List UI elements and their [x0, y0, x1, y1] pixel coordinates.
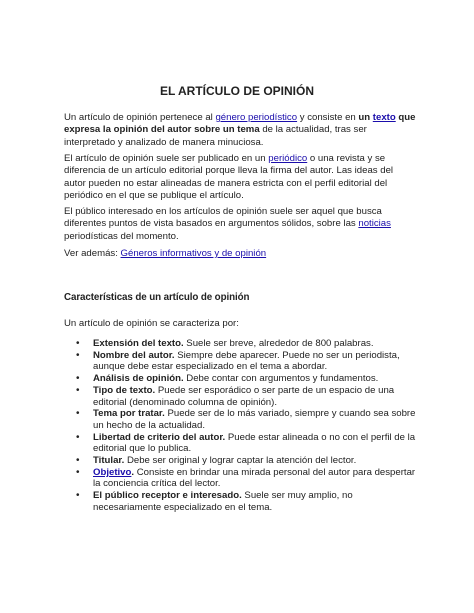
- see-also: [64, 248, 416, 260]
- link-periodico[interactable]: periódico: [268, 153, 308, 164]
- link-noticias[interactable]: noticias: [358, 218, 391, 230]
- list-item-desc: Puede ser de lo más variado, siempre y cuando sea sobre un hecho de la actualidad.: [93, 408, 416, 431]
- list-item: [64, 455, 416, 467]
- list-item-desc: Consiste en brindar una mirada personal del autor para despertar la conciencia crítica del lector.: [93, 466, 416, 490]
- link-texto[interactable]: texto: [372, 112, 396, 123]
- list-item-desc: Puede estar alineada o no con el perfil de la editorial que lo publica.: [93, 431, 416, 455]
- list-item-term: Tema por tratar.: [93, 408, 165, 420]
- bold-text: que expresa la opinión del autor sobre un tema: [64, 112, 416, 136]
- list-item: [64, 373, 416, 385]
- link-generos-informativos[interactable]: Géneros informativos y de opinión: [120, 248, 267, 259]
- list-intro: Un artículo de opinión se caracteriza por:: [64, 318, 239, 329]
- list-item: [64, 350, 416, 373]
- list-item: [64, 338, 416, 350]
- paragraph-intro: [64, 112, 416, 149]
- list-item: [64, 385, 416, 408]
- paragraph-text: periodísticas del momento.: [64, 230, 179, 242]
- list-item-term: Titular.: [93, 455, 125, 467]
- paragraph-text: de la actualidad, tras ser interpretado y analizado de manera minuciosa.: [64, 124, 367, 148]
- list-item-term: Libertad de criterio del autor.: [93, 431, 226, 443]
- paragraph-text: Un artículo de opinión pertenece al: [64, 112, 216, 123]
- paragraph-text: El público interesado en los artículos de opinión suele ser aquel que busca diferentes puntos de vista basados en argumentos sólidos, sobre las: [64, 206, 382, 230]
- list-item-desc: Suele ser breve, alrededor de 800 palabras.: [183, 338, 374, 349]
- list-item-term: Extensión del texto.: [93, 338, 184, 349]
- paragraph-publication: [64, 153, 416, 203]
- paragraph-text: El artículo de opinión suele ser publicado en un: [64, 153, 269, 164]
- list-item: [64, 490, 416, 513]
- list-item-desc: Puede ser esporádico o ser parte de un espacio de una editorial (denominado columna de opinión).: [93, 384, 395, 408]
- list-item-desc: Suele ser muy amplio, no necesariamente especializado en el tema.: [93, 490, 353, 513]
- list-item-term: Tipo de texto.: [93, 384, 156, 396]
- list-item-desc: Debe ser original y lograr captar la atención del lector.: [124, 455, 357, 467]
- link-objetivo[interactable]: Objetivo: [93, 466, 132, 478]
- features-list: [64, 338, 416, 514]
- list-item-term-suffix: .: [131, 466, 135, 478]
- bold-text: un: [358, 112, 373, 123]
- list-item-desc: Debe contar con argumentos y fundamentos.: [183, 373, 379, 385]
- list-item: [64, 432, 416, 455]
- see-also-label: Ver además:: [64, 248, 121, 259]
- list-item: [64, 467, 416, 490]
- paragraph-text: y consiste en: [297, 112, 359, 123]
- link-genero-periodistico[interactable]: género periodístico: [215, 112, 298, 123]
- list-item: [64, 408, 416, 431]
- list-item-term: Nombre del autor.: [93, 349, 175, 361]
- paragraph-text: o una revista y se diferencia de un artículo editorial porque lleva la firma del autor. Las ideas del autor pueden no estar alineadas de manera estricta con el perfil editorial del periódico en el que se publique el artículo.: [64, 153, 394, 202]
- list-item-term: El público receptor e interesado.: [93, 490, 242, 502]
- paragraph-audience: [64, 206, 416, 243]
- list-item-term: Análisis de opinión.: [93, 373, 184, 385]
- list-item-desc: Siempre debe aparecer. Puede no ser un periodista, aunque debe estar especializado en el tema a abordar.: [93, 349, 400, 373]
- page-title: EL ARTÍCULO DE OPINIÓN: [159, 84, 314, 98]
- section-title: Características de un artículo de opinión: [64, 292, 250, 303]
